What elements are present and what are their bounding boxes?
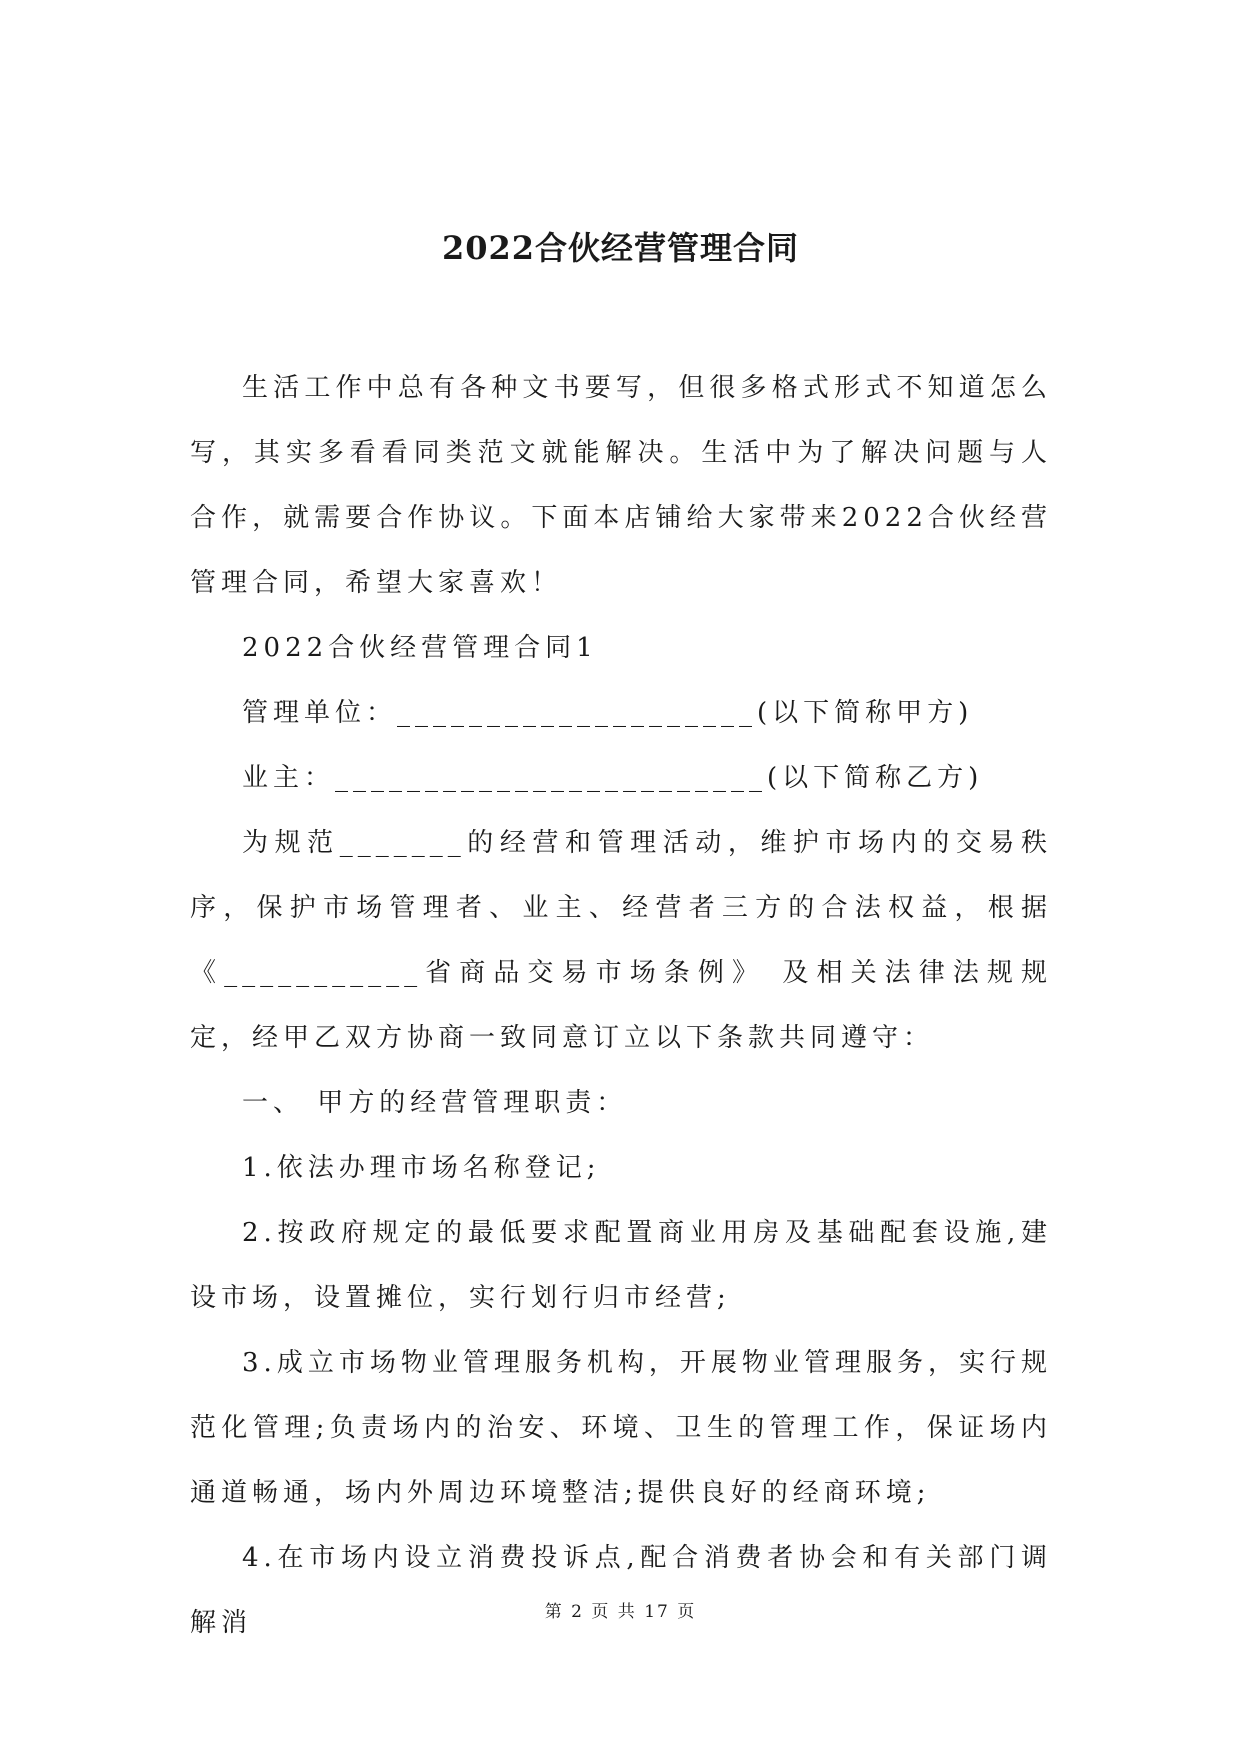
preamble-paragraph: 为规范_______的经营和管理活动，维护市场内的交易秩序，保护市场管理者、业主、经营者三方的合法权益，根据《___________省商品交易市场条例》 及相关法律法规规定，经甲乙双方协商一致同意订立以下条款共同遵守： — [190, 828, 1052, 1053]
party-b-line: 业主：________________________(以下简称乙方) — [242, 763, 984, 793]
page-footer: 第 2 页 共 17 页 — [544, 1602, 697, 1622]
clause-1: 1.依法办理市场名称登记; — [242, 1153, 601, 1183]
intro-paragraph: 生活工作中总有各种文书要写，但很多格式形式不知道怎么写，其实多看看同类范文就能解决。生活中为了解决问题与人合作，就需要合作协议。下面本店铺给大家带来2022合伙经营管理合同，希望大家喜欢！ — [190, 373, 1052, 598]
contract-heading: 2022合伙经营管理合同1 — [242, 633, 598, 663]
clause-2: 2.按政府规定的最低要求配置商业用房及基础配套设施,建设市场，设置摊位，实行划行归市经营; — [190, 1218, 1052, 1313]
section-heading: 一、 甲方的经营管理职责： — [242, 1088, 628, 1118]
document-body — [190, 356, 1052, 1656]
clause-3: 3.成立市场物业管理服务机构，开展物业管理服务，实行规范化管理;负责场内的治安、环境、卫生的管理工作，保证场内通道畅通，场内外周边环境整洁;提供良好的经商环境; — [190, 1348, 1052, 1508]
clause-4: 4.在市场内设立消费投诉点,配合消费者协会和有关部门调解消 — [190, 1543, 1052, 1638]
party-a-line: 管理单位：____________________(以下简称甲方) — [242, 698, 974, 728]
document-title: 2022合伙经营管理合同 — [441, 229, 800, 267]
